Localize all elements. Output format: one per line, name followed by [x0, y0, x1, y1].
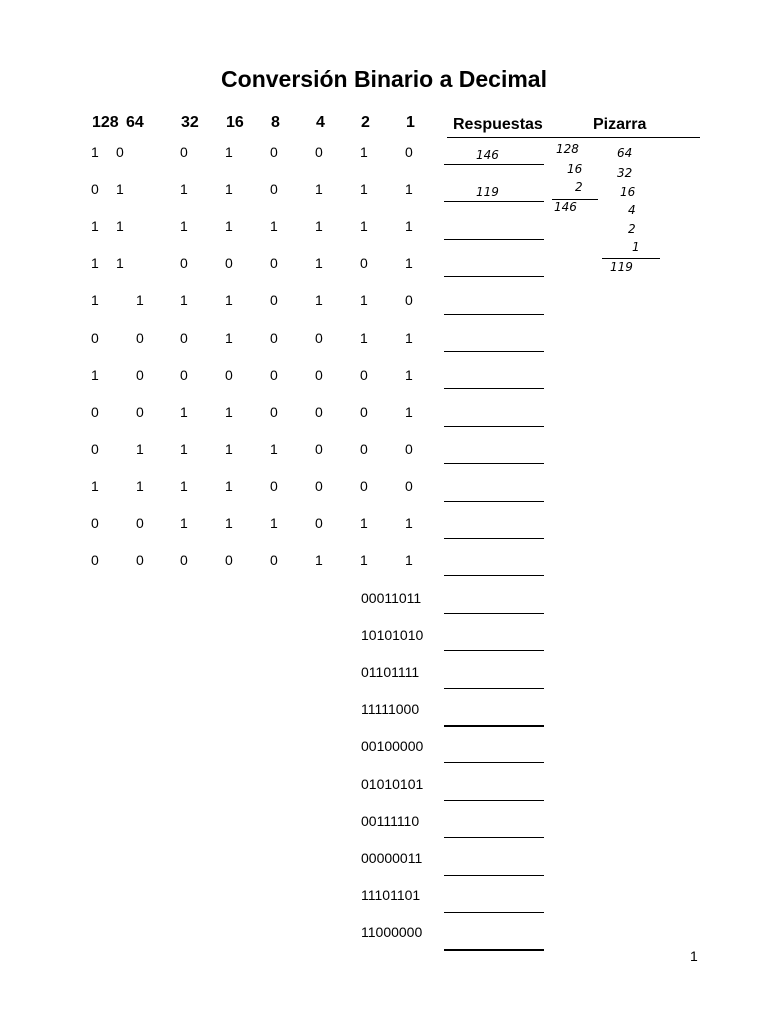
scratch-value: 1: [632, 240, 640, 254]
answer-line[interactable]: [444, 314, 544, 315]
bit-cell: 1: [136, 292, 144, 308]
bit-cell: 0: [360, 367, 368, 383]
header-underline: [447, 137, 700, 138]
answer-line[interactable]: [444, 912, 544, 913]
page-title: Conversión Binario a Decimal: [221, 66, 547, 92]
bit-cell: 0: [180, 255, 188, 271]
bit-header-32: 32: [181, 114, 199, 131]
scratch-value: 4: [628, 203, 636, 217]
bit-cell: 0: [180, 552, 188, 568]
binary-string: 01101111: [361, 664, 420, 680]
bit-cell: 1: [180, 404, 188, 420]
bit-cell: 0: [225, 367, 233, 383]
bit-cell: 1: [116, 255, 124, 271]
bit-cell: 0: [315, 144, 323, 160]
bit-cell: 0: [405, 478, 413, 494]
bit-header-4: 4: [316, 114, 325, 131]
bit-cell: 1: [116, 218, 124, 234]
bit-cell: 1: [405, 330, 413, 346]
bit-cell: 0: [136, 552, 144, 568]
answer-line[interactable]: [444, 688, 544, 689]
bit-cell: 1: [315, 552, 323, 568]
scratch-value: 119: [610, 260, 633, 274]
binary-string: 01010101: [361, 776, 424, 792]
bit-header-64: 64: [126, 114, 144, 131]
bit-cell: 0: [180, 330, 188, 346]
bit-cell: 1: [360, 552, 368, 568]
bit-cell: 1: [315, 181, 323, 197]
binary-string: 00011011: [361, 590, 422, 606]
bit-cell: 0: [360, 255, 368, 271]
bit-cell: 1: [225, 144, 233, 160]
bit-cell: 0: [91, 552, 99, 568]
bit-cell: 1: [405, 367, 413, 383]
answer-value: 146: [476, 148, 499, 162]
bit-cell: 1: [405, 404, 413, 420]
answer-line[interactable]: [444, 800, 544, 801]
bit-cell: 0: [91, 330, 99, 346]
bit-cell: 1: [225, 330, 233, 346]
answers-header: Respuestas: [453, 116, 543, 133]
bit-cell: 1: [116, 181, 124, 197]
bit-cell: 1: [270, 441, 278, 457]
bit-cell: 1: [315, 255, 323, 271]
answer-line[interactable]: [444, 949, 544, 951]
scratch-value: 146: [554, 200, 577, 214]
answer-line[interactable]: [444, 426, 544, 427]
bit-cell: 1: [180, 515, 188, 531]
bit-cell: 1: [270, 515, 278, 531]
bit-cell: 0: [405, 292, 413, 308]
answer-line[interactable]: [444, 388, 544, 389]
bit-cell: 1: [91, 255, 99, 271]
answer-line[interactable]: [444, 164, 544, 165]
scratch-value: 16: [620, 185, 636, 199]
bit-cell: 0: [225, 255, 233, 271]
bit-cell: 0: [315, 404, 323, 420]
bit-cell: 1: [405, 181, 413, 197]
bit-cell: 1: [91, 292, 99, 308]
bit-cell: 1: [180, 441, 188, 457]
bit-cell: 1: [360, 218, 368, 234]
bit-cell: 0: [405, 144, 413, 160]
bit-cell: 1: [405, 218, 413, 234]
bit-cell: 0: [315, 478, 323, 494]
scratch-header: Pizarra: [593, 116, 647, 133]
bit-cell: 1: [360, 330, 368, 346]
answer-line[interactable]: [444, 501, 544, 502]
bit-cell: 0: [405, 441, 413, 457]
bit-cell: 0: [180, 144, 188, 160]
scratch-value: 16: [567, 162, 583, 176]
bit-cell: 0: [270, 330, 278, 346]
answer-line[interactable]: [444, 276, 544, 277]
answer-line[interactable]: [444, 762, 544, 763]
page-number: 1: [690, 948, 698, 964]
bit-cell: 0: [270, 404, 278, 420]
bit-cell: 0: [315, 330, 323, 346]
bit-cell: 0: [136, 515, 144, 531]
bit-cell: 1: [270, 218, 278, 234]
bit-cell: 1: [360, 515, 368, 531]
bit-cell: 1: [225, 218, 233, 234]
binary-string: 10101010: [361, 627, 424, 643]
bit-cell: 0: [360, 404, 368, 420]
answer-line[interactable]: [444, 239, 544, 240]
bit-cell: 1: [405, 515, 413, 531]
bit-cell: 1: [180, 292, 188, 308]
bit-cell: 1: [180, 181, 188, 197]
bit-cell: 1: [315, 292, 323, 308]
bit-cell: 1: [405, 552, 413, 568]
binary-string: 11000000: [361, 924, 423, 940]
bit-cell: 0: [180, 367, 188, 383]
bit-cell: 0: [270, 292, 278, 308]
bit-header-128: 128: [92, 114, 119, 131]
answer-line[interactable]: [444, 725, 544, 727]
binary-string: 00111110: [361, 813, 420, 829]
bit-header-1: 1: [406, 114, 415, 131]
bit-cell: 0: [315, 441, 323, 457]
bit-cell: 0: [270, 552, 278, 568]
binary-string: 11101101: [361, 887, 421, 903]
answer-line[interactable]: [444, 351, 544, 352]
bit-cell: 0: [91, 441, 99, 457]
bit-header-8: 8: [271, 114, 280, 131]
bit-cell: 0: [270, 181, 278, 197]
bit-cell: 1: [225, 478, 233, 494]
bit-cell: 0: [270, 144, 278, 160]
bit-cell: 0: [136, 367, 144, 383]
bit-cell: 0: [315, 367, 323, 383]
answer-value: 119: [476, 185, 499, 199]
scratch-value: 2: [628, 222, 636, 236]
bit-cell: 0: [360, 478, 368, 494]
bit-cell: 0: [315, 515, 323, 531]
bit-cell: 1: [136, 441, 144, 457]
scratch-value: 64: [617, 146, 633, 160]
bit-cell: 1: [136, 478, 144, 494]
bit-header-2: 2: [361, 114, 370, 131]
bit-cell: 0: [225, 552, 233, 568]
scratch-sum-line: [552, 199, 598, 200]
scratch-value: 128: [556, 142, 579, 156]
bit-cell: 0: [270, 255, 278, 271]
bit-cell: 0: [270, 478, 278, 494]
bit-cell: 0: [136, 330, 144, 346]
binary-string: 00000011: [361, 850, 423, 866]
bit-cell: 1: [91, 144, 99, 160]
answer-line[interactable]: [444, 575, 544, 576]
bit-cell: 1: [225, 292, 233, 308]
bit-cell: 0: [136, 404, 144, 420]
scratch-value: 32: [617, 166, 633, 180]
answer-line[interactable]: [444, 463, 544, 464]
bit-cell: 1: [180, 478, 188, 494]
bit-cell: 0: [116, 144, 124, 160]
bit-header-16: 16: [226, 114, 244, 131]
bit-cell: 1: [360, 144, 368, 160]
scratch-value: 2: [575, 180, 583, 194]
bit-cell: 1: [360, 292, 368, 308]
bit-cell: 0: [360, 441, 368, 457]
bit-cell: 1: [91, 478, 99, 494]
binary-string: 00100000: [361, 738, 424, 754]
bit-cell: 0: [270, 367, 278, 383]
answer-line[interactable]: [444, 613, 544, 614]
scratch-sum-line: [602, 258, 660, 259]
binary-string: 11111000: [361, 701, 420, 717]
answer-line[interactable]: [444, 837, 544, 838]
bit-cell: 1: [180, 218, 188, 234]
bit-cell: 0: [91, 181, 99, 197]
answer-line[interactable]: [444, 201, 544, 202]
bit-cell: 1: [91, 367, 99, 383]
answer-line[interactable]: [444, 538, 544, 539]
bit-cell: 1: [91, 218, 99, 234]
bit-cell: 0: [91, 404, 99, 420]
bit-cell: 1: [225, 404, 233, 420]
bit-cell: 1: [405, 255, 413, 271]
answer-line[interactable]: [444, 650, 544, 651]
bit-cell: 1: [315, 218, 323, 234]
bit-cell: 1: [360, 181, 368, 197]
bit-cell: 1: [225, 515, 233, 531]
bit-cell: 0: [91, 515, 99, 531]
answer-line[interactable]: [444, 875, 544, 876]
bit-cell: 1: [225, 441, 233, 457]
bit-cell: 1: [225, 181, 233, 197]
